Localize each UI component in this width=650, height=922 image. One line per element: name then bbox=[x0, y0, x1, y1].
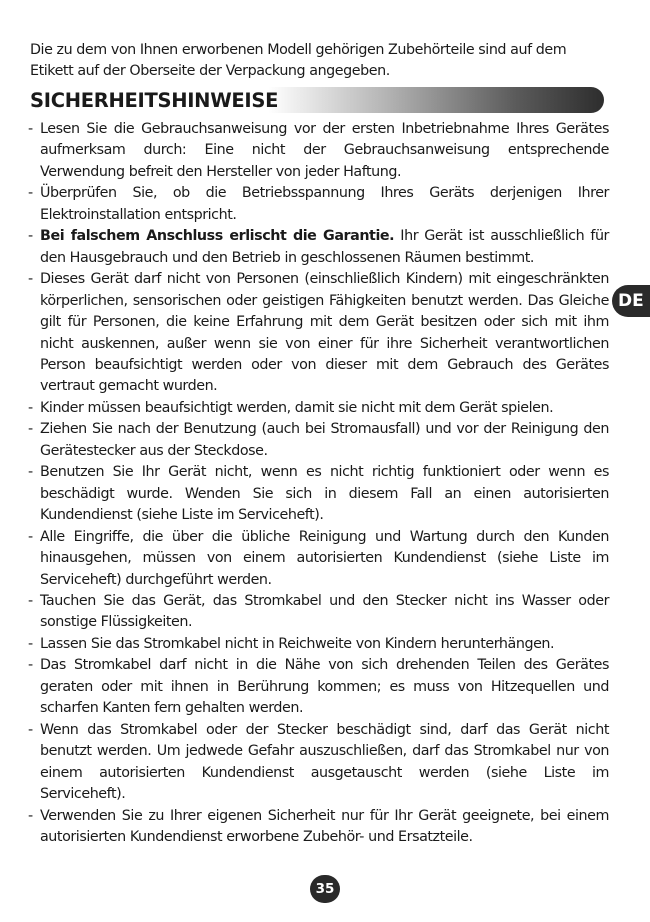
warranty-warning: Bei falschem Anschluss erlischt die Garantie. bbox=[40, 228, 395, 245]
language-tab-de: DE bbox=[612, 285, 650, 317]
section-title: SICHERHEITSHINWEISE bbox=[30, 89, 279, 112]
list-item: - Lesen Sie die Gebrauchsanweisung vor der ersten Inbetriebnahme Ihres Gerätes aufmerksam durch: Eine nicht der Gebrauchsanweisung entsprechende Verwendung befreit den Hersteller von jeder Haftung. bbox=[28, 119, 609, 183]
list-item: - Kinder müssen beaufsichtigt werden, damit sie nicht mit dem Gerät spielen. bbox=[28, 398, 609, 419]
list-item: - Dieses Gerät darf nicht von Personen (einschließlich Kindern) mit eingeschränkten körperlichen, sensorischen oder geistigen Fähigkeiten benutzt werden. Das Gleiche gilt für Personen, die keine Erfahrung mit dem Gerät besitzen oder sich mit ihm nicht auskennen, außer wenn sie von einer für ihre Sicherheit verantwortlichen Person beaufsichtigt werden oder von dieser mit dem Gebrauch des Gerätes vertraut gemacht wurden. bbox=[28, 269, 609, 398]
intro-paragraph: Die zu dem von Ihnen erworbenen Modell gehörigen Zubehörteile sind auf dem Etikett auf der Oberseite der Verpackung angegeben. bbox=[30, 42, 567, 80]
page-number-badge: 35 bbox=[310, 875, 340, 903]
list-item: - Benutzen Sie Ihr Gerät nicht, wenn es nicht richtig funktioniert oder wenn es beschädigt wurde. Wenden Sie sich in diesem Fall an einen autorisierten Kundendienst (siehe Liste im Serviceheft). bbox=[28, 462, 609, 526]
safety-instructions-list bbox=[28, 119, 609, 848]
list-item: - Alle Eingriffe, die über die übliche Reinigung und Wartung durch den Kunden hinausgehen, müssen von einem autorisierten Kundendienst (siehe Liste im Serviceheft) durchgeführt werden. bbox=[28, 527, 609, 591]
list-item: - Ziehen Sie nach der Benutzung (auch bei Stromausfall) und vor der Reinigung den Gerätestecker aus der Steckdose. bbox=[28, 419, 609, 462]
list-item: - Bei falschem Anschluss erlischt die Garantie. Ihr Gerät ist ausschließlich für den Hausgebrauch und den Betrieb in geschlossenen Räumen bestimmt. bbox=[28, 226, 609, 269]
list-item: - Lassen Sie das Stromkabel nicht in Reichweite von Kindern herunterhängen. bbox=[28, 634, 609, 655]
list-item: - Tauchen Sie das Gerät, das Stromkabel und den Stecker nicht ins Wasser oder sonstige Flüssigkeiten. bbox=[28, 591, 609, 634]
list-item: - Verwenden Sie zu Ihrer eigenen Sicherheit nur für Ihr Gerät geeignete, bei einem autorisierten Kundendienst erworbene Zubehör- und Ersatzteile. bbox=[28, 806, 609, 849]
list-item: - Das Stromkabel darf nicht in die Nähe von sich drehenden Teilen des Gerätes geraten oder mit ihnen in Berührung kommen; es muss von Hitzequellen und scharfen Kanten fern gehalten werden. bbox=[28, 655, 609, 719]
list-item: - Wenn das Stromkabel oder der Stecker beschädigt sind, darf das Gerät nicht benutzt werden. Um jedwede Gefahr auszuschließen, darf das Stromkabel nur von einem autorisierten Kundendienst ausgetauscht werden (siehe Liste im Serviceheft). bbox=[28, 720, 609, 806]
list-item: - Überprüfen Sie, ob die Betriebsspannung Ihres Geräts derjenigen Ihrer Elektroinstallation entspricht. bbox=[28, 183, 609, 226]
